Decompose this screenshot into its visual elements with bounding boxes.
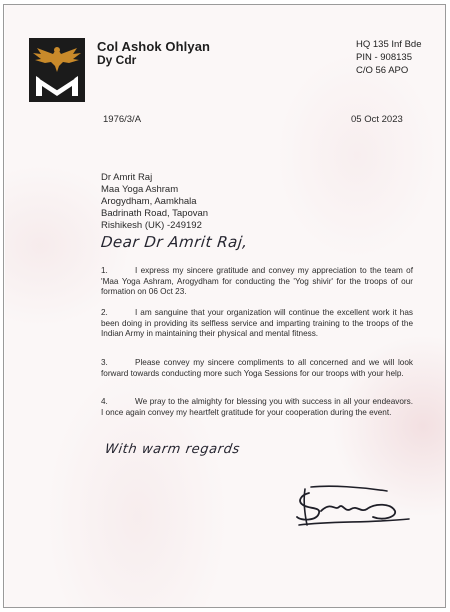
paragraph-number: 4. [101,397,108,406]
paragraph-number: 3. [101,358,108,367]
formation-emblem-icon [29,38,85,102]
signature-mark [291,481,417,531]
paragraph-4 [101,397,413,418]
pin-line: PIN - 908135 [356,52,412,63]
recipient-line-1: Maa Yoga Ashram [101,184,179,195]
letter-page [5,5,445,607]
apo-line: C/O 56 APO [356,65,409,76]
paragraph-3 [101,358,413,379]
letter-date: 05 Oct 2023 [351,114,403,125]
paragraph-1 [101,266,413,298]
sender-designation: Dy Cdr [97,53,137,67]
paragraph-2 [101,308,413,340]
paragraph-text: I express my sincere gratitude and convey my appreciation to the team of 'Maa Yoga Ashram, Arogydham for conducting the 'Yog shivir' for the troops of our formation on 06 Oct 23. [101,266,413,297]
recipient-line-3: Badrinath Road, Tapovan [101,208,209,219]
handwritten-salutation: Dear Dr Amrit Raj, [100,233,249,251]
paragraph-number: 1. [101,266,108,275]
paragraph-text: Please convey my sincere compliments to all concerned and we will look forward towards conducting more such Yoga Sessions for our troops with your help. [101,358,413,378]
paragraph-text: We pray to the almighty for blessing you with success in all your endeavors. I once again convey my heartfelt gratitude for your cooperation during the event. [101,397,413,417]
reference-number: 1976/3/A [103,114,142,125]
paragraph-text: I am sanguine that your organization will continue the excellent work it has been doing in providing its selfless service and imparting training to the troops of the Indian Army in maintaining their physical and mental fitness. [101,308,413,339]
handwritten-closing: With warm regards [103,442,241,457]
sender-address-block [356,38,421,77]
paragraph-number: 2. [101,308,108,317]
recipient-line-2: Arogydham, Aamkhala [101,196,197,207]
unit-line: HQ 135 Inf Bde [356,39,422,50]
recipient-name: Dr Amrit Raj [101,172,153,183]
sender-name: Col Ashok Ohlyan [97,39,211,54]
recipient-address [101,172,208,232]
recipient-line-4: Rishikesh (UK) -249192 [101,220,202,231]
